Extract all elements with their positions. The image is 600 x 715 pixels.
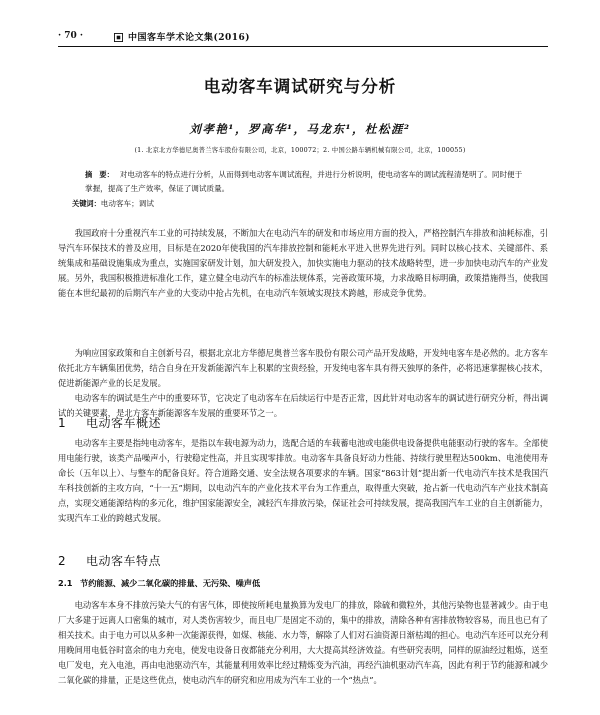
keywords-label: 关键词： <box>72 199 101 208</box>
journal-title: 中国客车学术论文集(2016) <box>128 33 251 43</box>
keywords-text: 电动客车；调试 <box>100 199 154 208</box>
section-number: 1 <box>58 416 67 430</box>
intro2-body <box>58 346 548 421</box>
abstract-text: 对电动客车的特点进行分析，从而得到电动客车调试流程，并进行分析说明，使电动客车的调试流程清楚明了。同时便于掌握，提高了生产效率，保证了调试质量。 <box>85 170 523 193</box>
subsection-heading <box>58 578 260 589</box>
abstract-label: 摘 要： <box>85 170 114 179</box>
section1-body <box>58 436 548 526</box>
paragraph: 电动客车的调试是生产中的重要环节，它决定了电动客车在后续运行中是否正常，因此针对电动客车的调试进行研究分析，得出调试的关键要素，是北方客车新能源客车发展的重要环节之一。 <box>58 393 548 418</box>
section-number: 2 <box>58 554 67 568</box>
page-number: · 70 · <box>58 31 84 41</box>
running-header <box>58 24 548 47</box>
section-title: 电动客车概述 <box>86 416 162 430</box>
section-heading <box>58 552 161 569</box>
subsection-number: 2.1 <box>58 578 73 588</box>
paragraph: 为响应国家政策和自主创新号召，根据北京北方华德尼奥普兰客车股份有限公司产品开发战略，开发纯电客车是必然的。北方客车依托北方车辆集团优势，结合自身在开发新能源汽车上积累的宝贵经验，开发纯电客车具有得天独厚的条件，必将迅速掌握核心技术，促进新能源产业的长足发展。 <box>58 348 548 388</box>
affiliation: (1. 北京北方华德尼奥普兰客车股份有限公司，北京，100072；2. 中国公路车辆机械有限公司，北京，100055) <box>134 146 466 154</box>
paragraph: 电动客车本身不排放污染大气的有害气体，即使按所耗电量换算为发电厂的排放，除硫和微粒外，其他污染物也显著减少。由于电厂大多建于远离人口密集的城市，对人类伤害较少，而且电厂是固定不动的，集中的排放，清除各种有害排放物较容易，而且也已有了相关技术。由于电力可以从多种一次能源获得，如煤、核能、水力等，解除了人们对石油资源日渐枯竭的担心。电动汽车还可以充分利用晚间用电低谷时富余的电力充电，使发电设备日夜都能充分利用，大大提高其经济效益。有些研究表明，同样的原油经过粗炼，送至电厂发电，充入电池，再由电池驱动汽车，其能量利用效率比经过精炼变为汽油，再经汽油机驱动汽车高，因此有利于节约能源和减少二氧化碳的排量，正是这些优点，使电动汽车的研究和应用成为汽车工业的一个“热点”。 <box>58 600 548 685</box>
section-heading <box>58 414 161 431</box>
section2-body <box>58 598 548 688</box>
abstract <box>85 168 525 196</box>
author-list: 刘孝艳¹，罗高华¹，马龙东¹，杜松涯² <box>189 122 411 136</box>
paragraph: 电动客车主要是指纯电动客车，是指以车载电源为动力，选配合适的车载蓄电池或电能供电设备提供电能驱动行驶的客车。全部使用电能行驶，该类产品噪声小，行驶稳定性高，并且实现零排放。电动客车具备良好动力性能、持续行驶里程达500km、电池使用寿命长（五年以上）、与整车的配备良好。符合道路交通、安全法规各项要求的车辆。国家“863计划”提出新一代电动汽车技术是我国汽车科技创新的主攻方向，“十一五”期间，以电动汽车的产业化技术平台为工作重点，取得重大突破，抢占新一代电动汽车产业技术制高点，实现交通能源结构的多元化，维护国家能源安全，减轻汽车排放污染，保证社会可持续发展，提高我国汽车工业的自主创新能力，实现汽车工业的跨越式发展。 <box>58 438 548 523</box>
paper-title: 电动客车调试研究与分析 <box>203 77 397 96</box>
subsection-title: 节约能源、减少二氧化碳的排量、无污染、噪声低 <box>80 578 261 588</box>
keywords <box>72 198 154 209</box>
journal-logo-icon <box>114 33 123 42</box>
section-title: 电动客车特点 <box>86 554 162 568</box>
paragraph: 我国政府十分重视汽车工业的可持续发展，不断加大在电动汽车的研发和市场应用方面的投入，严格控制汽车排放和油耗标准，引导汽车环保技术的普及应用，目标是在2020年使我国的汽车排放控制和能耗水平进入世界先进行列。同时以核心技术、关键部件、系统集成和基础设施集成为重点，实施国家研发计划，加大研发投入，加快实施电力驱动的技术战略转型，进一步加快电动汽车的产业发展。另外，我国积极推进标准化工作，建立健全电动汽车的标准法规体系，完善政策环境，力求战略目标明确，政策措施得当，使我国能在本世纪最初的后期汽车产业的大变动中抢占先机，在电动汽车领域实现技术跨越，形成竞争优势。 <box>58 228 548 298</box>
intro-body <box>58 226 548 301</box>
